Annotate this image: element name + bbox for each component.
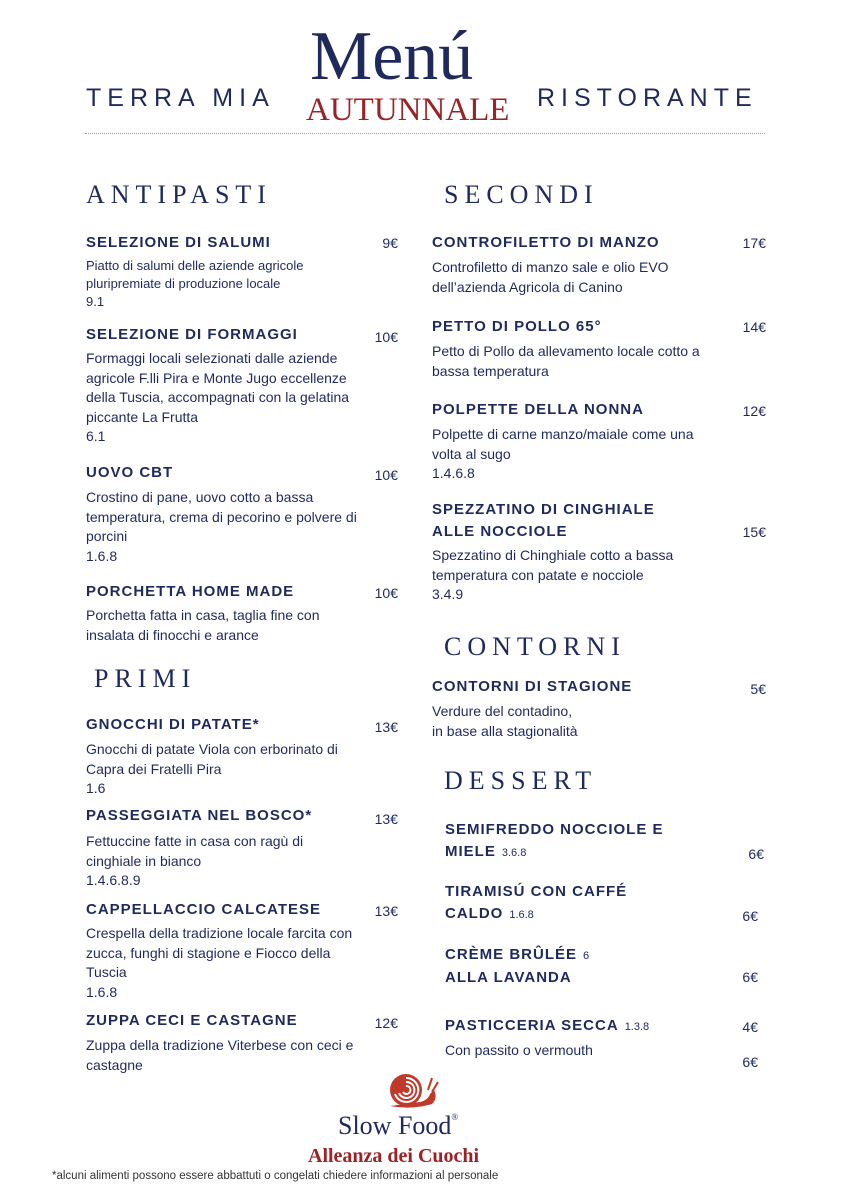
- dish-price: 4€: [742, 1019, 758, 1035]
- dish-allergens: 3.4.9: [432, 586, 464, 602]
- dish-allergens: 9.1: [86, 294, 105, 309]
- dish-allergens: 1.4.6.8: [432, 465, 475, 481]
- dish-price: 13€: [374, 903, 398, 919]
- dish-description: Spezzatino di Chinghiale cotto a bassa temperatura con patate e nocciole 3.4.9: [432, 546, 762, 605]
- dish-price: 13€: [374, 719, 398, 735]
- dish-name: SELEZIONE DI SALUMI: [86, 234, 271, 251]
- section-title-secondi: SECONDI: [444, 180, 599, 209]
- dish-name: SPEZZATINO DI CINGHIALE ALLE NOCCIOLE: [432, 501, 655, 540]
- snail-logo-icon: [382, 1068, 440, 1112]
- dish-price: 5€: [750, 681, 766, 697]
- dish-name: POLPETTE DELLA NONNA: [432, 401, 644, 418]
- dish-description: Porchetta fatta in casa, taglia fine con insalata di finocchi e arance: [86, 607, 320, 643]
- header-divider: [85, 133, 765, 134]
- dish-price: 9€: [382, 235, 398, 251]
- dish-name: PORCHETTA HOME MADE: [86, 583, 295, 600]
- dish-allergens: 1.4.6.8.9: [86, 872, 141, 888]
- dish-name: CONTROFILETTO DI MANZO: [432, 234, 660, 251]
- restaurant-name-left: TERRA MIA: [86, 84, 275, 112]
- dish-name: CONTORNI DI STAGIONE: [432, 678, 633, 695]
- dish-name: GNOCCHI DI PATATE*: [86, 716, 260, 733]
- section-title-primi: PRIMI: [94, 664, 197, 693]
- dish-allergens: 6: [583, 950, 590, 962]
- dessert-name: PASTICCERIA SECCA 1.3.8: [445, 1017, 650, 1034]
- dish-price: 10€: [374, 467, 398, 483]
- dish-price: 6€: [748, 846, 764, 862]
- dish-allergens: 6.1: [86, 428, 106, 444]
- dish-description: Fettuccine fatte in casa con ragù di cinghiale in bianco 1.4.6.8.9: [86, 832, 406, 891]
- dish-description: Polpette di carne manzo/maiale come una volta al sugo 1.4.6.8: [432, 425, 762, 484]
- dish-price: 13€: [374, 811, 398, 827]
- dish-name: PASSEGGIATA NEL BOSCO*: [86, 807, 313, 824]
- slow-food-logo: Slow Food®: [338, 1111, 459, 1140]
- dish-allergens: 1.6.8: [86, 983, 118, 1000]
- dish-description: Formaggi locali selezionati dalle aziende agricole F.lli Pira e Monte Jugo eccellenze della Tuscia, accompagnati con la gelatina piccante La Frutta 6.1: [86, 349, 406, 447]
- dish-name: SELEZIONE DI FORMAGGI: [86, 326, 298, 343]
- dessert-name: CRÈME BRÛLÉE 6 ALLA LAVANDA: [445, 946, 590, 986]
- section-title-antipasti: ANTIPASTI: [86, 180, 272, 209]
- dish-name: PETTO DI POLLO 65°: [432, 318, 602, 335]
- dish-price: 12€: [374, 1015, 398, 1031]
- dish-allergens: 1.3.8: [624, 1021, 650, 1033]
- dish-price: 10€: [374, 329, 398, 345]
- dish-price: 17€: [742, 235, 766, 251]
- menu-subtitle: AUTUNNALE: [306, 92, 510, 128]
- dish-price: 15€: [742, 524, 766, 540]
- dessert-name: TIRAMISÚ CON CAFFÉ CALDO 1.6.8: [445, 883, 628, 922]
- dish-price: 14€: [742, 319, 766, 335]
- footnote: *alcuni alimenti possono essere abbattuti o congelati chiedere informazioni al personale: [52, 1170, 499, 1182]
- dish-allergens: 1.6.8: [509, 909, 534, 921]
- dish-price: 6€: [742, 908, 758, 924]
- dish-name: ZUPPA CECI E CASTAGNE: [86, 1012, 298, 1029]
- dish-description: Crespella della tradizione locale farcita con zucca, funghi di stagione e Fiocco della Tuscia 1.6.8: [86, 924, 406, 1002]
- dish-name: UOVO CBT: [86, 464, 174, 481]
- dish-price: 10€: [374, 585, 398, 601]
- restaurant-name-right: RISTORANTE: [537, 84, 758, 112]
- alleanza-cuochi-logo: Alleanza dei Cuochi: [308, 1145, 480, 1167]
- dish-description: Zuppa della tradizione Viterbese con ceci e castagne: [86, 1037, 354, 1073]
- dish-allergens: 3.6.8: [501, 847, 527, 859]
- section-title-dessert: DESSERT: [444, 766, 598, 795]
- dish-allergens: 1.6.8: [86, 547, 118, 564]
- dish-description: Petto di Pollo da allevamento locale cotto a bassa temperatura: [432, 343, 700, 379]
- dessert-name: SEMIFREDDO NOCCIOLE E MIELE 3.6.8: [445, 821, 664, 860]
- dish-name: CAPPELLACCIO CALCATESE: [86, 901, 322, 918]
- dish-price: 6€: [742, 1054, 758, 1070]
- dish-description: Controfiletto di manzo sale e olio EVO dell’azienda Agricola di Canino: [432, 259, 669, 295]
- dish-description: Crostino di pane, uovo cotto a bassa temperatura, crema di pecorino e polvere di porcini 1.6.8: [86, 488, 406, 566]
- dish-description: Piatto di salumi delle aziende agricole pluripremiate di produzione locale 9.1: [86, 257, 386, 311]
- dish-description: Verdure del contadino, in base alla stagionalità: [432, 703, 578, 739]
- dish-description: Gnocchi di patate Viola con erborinato di Capra dei Fratelli Pira 1.6: [86, 740, 406, 799]
- dish-price: 12€: [742, 403, 766, 419]
- dish-allergens: 1.6: [86, 780, 106, 796]
- section-title-contorni: CONTORNI: [444, 632, 626, 661]
- dish-description: Con passito o vermouth: [445, 1042, 593, 1058]
- menu-title: Menú: [310, 18, 474, 95]
- dish-price: 6€: [742, 969, 758, 985]
